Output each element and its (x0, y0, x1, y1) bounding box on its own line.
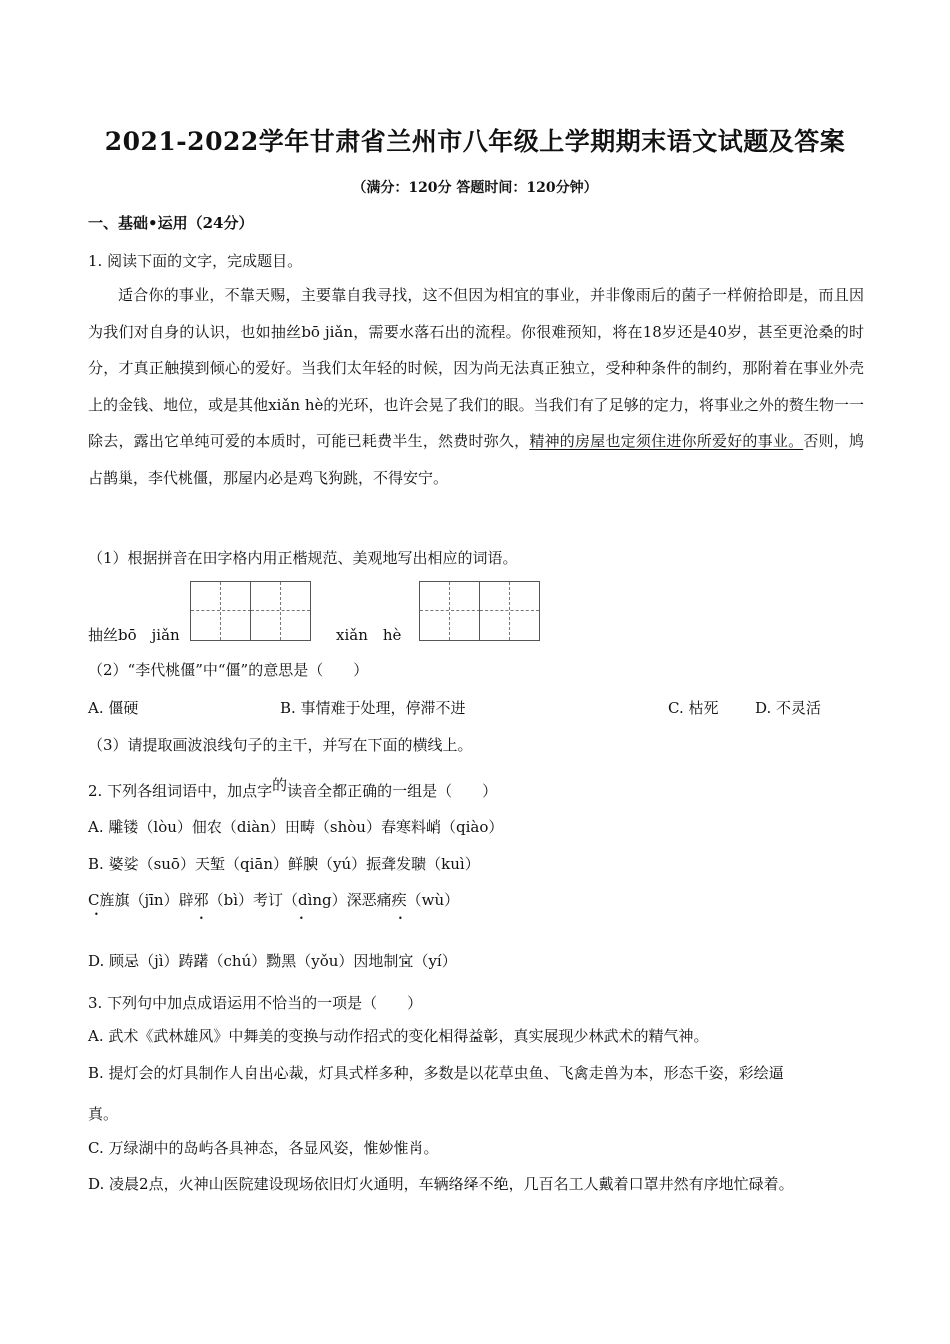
q1-sub2: （2）“李代桃僵”中“僵”的意思是（ ） (88, 661, 369, 679)
emphasis-dot: • (94, 910, 99, 919)
q3-c-text: 。 (423, 1139, 439, 1157)
option-a: A. 僵硬 (88, 699, 139, 717)
dotted-char: 峭 • (426, 818, 441, 836)
q3-a-text: ，真实展现少林武术的精气神。 (498, 1027, 709, 1045)
grid-label-2: xiǎn hè (336, 626, 402, 644)
dotted-char: 宜 • (398, 952, 413, 970)
q3-b-text: ，灯具式样多种，多数是以花草虫鱼、飞禽走兽为本，形态千姿，彩绘逼 (303, 1064, 784, 1082)
q2-b-text: 娑（suō）天 (123, 855, 210, 873)
grid-cell[interactable] (250, 582, 310, 640)
dotted-char: 惟 • (363, 1139, 378, 1157)
dotted-char: 畴 • (300, 818, 315, 836)
dotted-char: 绝 • (494, 1175, 509, 1193)
q2-stem (88, 776, 498, 801)
dotted-char: 相 • (438, 1027, 453, 1045)
q3-option-b-cont: 真。 (88, 1105, 119, 1123)
q2-a-text: 镂（lòu） (123, 818, 192, 836)
q2-option-d (88, 950, 457, 971)
dotted-char: 妙 • (379, 1139, 394, 1157)
q2-a-text: （qiào） (441, 818, 504, 836)
dotted-char: 躇 • (194, 952, 209, 970)
q3-b-text: B. 提灯会的灯具制作人 (88, 1064, 244, 1082)
grid-cell[interactable] (479, 582, 539, 640)
q3-option-a (88, 1025, 708, 1046)
q2-a-prefix: A. (88, 818, 109, 836)
q3-option-b (88, 1062, 784, 1083)
grid-cell[interactable] (420, 582, 480, 640)
q2-stem-raised: 的 (272, 776, 288, 794)
q2-stem-b: 读音全都正确的一组是（ ） (287, 782, 498, 800)
exam-info: （满分：120分 答题时间：120分钟） (352, 180, 598, 196)
q1-passage (88, 277, 864, 496)
dotted-char: 婆 • (109, 855, 124, 873)
q2-b-text: （yú）振聋发 (318, 855, 412, 873)
dotted-char: 绎 • (464, 1175, 479, 1193)
passage-text-1: 适合你的事业，不靠天赐，主要靠自我寻找，这不但因为相宜的事业，并非像雨后的菌子一样俯拾即是，而且因为我们对自身的认识，也如抽丝bō jiǎn，需要水落石出的流程。你很难预知，将在18岁还是40岁，甚至更沧桑的时分，才真正触摸到倾心的爱好。当我们太年轻的时候，因为尚无法真正独立，受种种条件的制约，那附着在事业外壳上的金钱、地位，或是其他xiǎn hè的光环，也许会晃了我们的眼。当我们有了足够的定力，将事业之外的赘生物一一除去，露出它单纯可爱的本质时，可能已耗费半生，然费时弥久， (88, 286, 864, 450)
q1-sub3: （3）请提取画波浪线句子的主干，并写在下面的横线上。 (88, 736, 473, 754)
dotted-char: 自 • (244, 1064, 259, 1082)
emphasis-dot: • (199, 914, 204, 923)
dotted-char: 惟 • (394, 1139, 409, 1157)
dotted-char: 彰 • (483, 1027, 498, 1045)
q1-stem: 1. 阅读下面的文字，完成题目。 (88, 252, 303, 270)
q2-a-text: （shòu）春寒料 (314, 818, 426, 836)
q1-sub1: （1）根据拼音在田字格内用正楷规范、美观地写出相应的词语。 (88, 549, 518, 567)
section-heading: 一、基础•运用（24分） (88, 214, 254, 232)
passage-text-2: 否则，鸠占鹊巢，李代桃僵，那屋内必是鸡飞狗跳，不得安宁。 (88, 432, 864, 487)
emphasis-dot: • (398, 914, 403, 923)
q3-d-text: ，几百名工人戴着口罩井然有序地忙碌着。 (508, 1175, 794, 1193)
dotted-char: 出 • (259, 1064, 274, 1082)
q2-option-c: C旌旗（jīn）辟邪（bì）考订（dìng）深恶痛疾（wù） (88, 891, 460, 909)
dotted-idiom (244, 1064, 304, 1082)
q3-a-text: A. 武术《武林雄风》中舞美的变换与动作招式的变化 (88, 1027, 439, 1045)
dotted-char: 雕 • (108, 818, 123, 836)
option-b: B. 事情难于处理，停滞不进 (280, 699, 466, 717)
dotted-char: 得 • (453, 1027, 468, 1045)
dotted-idiom (438, 1027, 498, 1045)
writing-grid-1[interactable] (190, 581, 311, 641)
dotted-idiom (449, 1175, 509, 1193)
option-c: C. 枯死 (668, 699, 719, 717)
grid-cell[interactable] (191, 582, 251, 640)
emphasis-dot: • (299, 914, 304, 923)
writing-grid-2[interactable] (419, 581, 540, 641)
q2-a-text: 佃农（diàn）田 (191, 818, 300, 836)
q2-b-text: （kuì） (426, 855, 480, 873)
q2-stem-a: 2. 下列各组词语中，加点字 (88, 782, 273, 800)
q2-b-text: （qiān）鲜 (224, 855, 303, 873)
q2-b-prefix: B. (88, 855, 109, 873)
dotted-char: 络 • (449, 1175, 464, 1193)
q2-d-prefix: D. (88, 952, 110, 970)
q2-option-a (88, 816, 503, 837)
dotted-char: 心 • (274, 1064, 289, 1082)
q2-d-text: （chú）黝黑（yǒu）因地制 (208, 952, 399, 970)
dotted-char: 益 • (468, 1027, 483, 1045)
dotted-char: 聩 • (411, 855, 426, 873)
q2-d-text: 顾 (109, 952, 125, 970)
dotted-idiom (363, 1139, 423, 1157)
passage-underlined-sentence: 精神的房屋也定须住进你所爱好的事业。 (529, 432, 804, 450)
dotted-char: 不 • (479, 1175, 494, 1193)
page-title: 2021-2022学年甘肃省兰州市八年级上学期期末语文试题及答案 (104, 127, 846, 156)
q3-c-text: C. 万绿湖中的岛屿各具神态，各显风姿， (88, 1139, 364, 1157)
grid-label-1: 抽丝bō jiǎn (88, 626, 180, 644)
dotted-char: 腴 • (303, 855, 318, 873)
dotted-char: 裁 • (289, 1064, 304, 1082)
dotted-char: 肖 • (409, 1139, 424, 1157)
dotted-char: 忌 • (124, 952, 139, 970)
q3-option-c (88, 1137, 439, 1158)
option-d: D. 不灵活 (755, 699, 822, 717)
q3-stem: 3. 下列句中加点成语运用不恰当的一项是（ ） (88, 994, 423, 1012)
q3-option-d (88, 1173, 794, 1194)
dotted-char: 堑 • (210, 855, 225, 873)
q2-d-text: （yí） (413, 952, 457, 970)
q2-d-text: （jì）踌 (139, 952, 194, 970)
q3-d-text: D. 凌晨2点，火神山医院建设现场依旧灯火通明，车辆 (88, 1175, 449, 1193)
q2-option-b (88, 853, 480, 874)
